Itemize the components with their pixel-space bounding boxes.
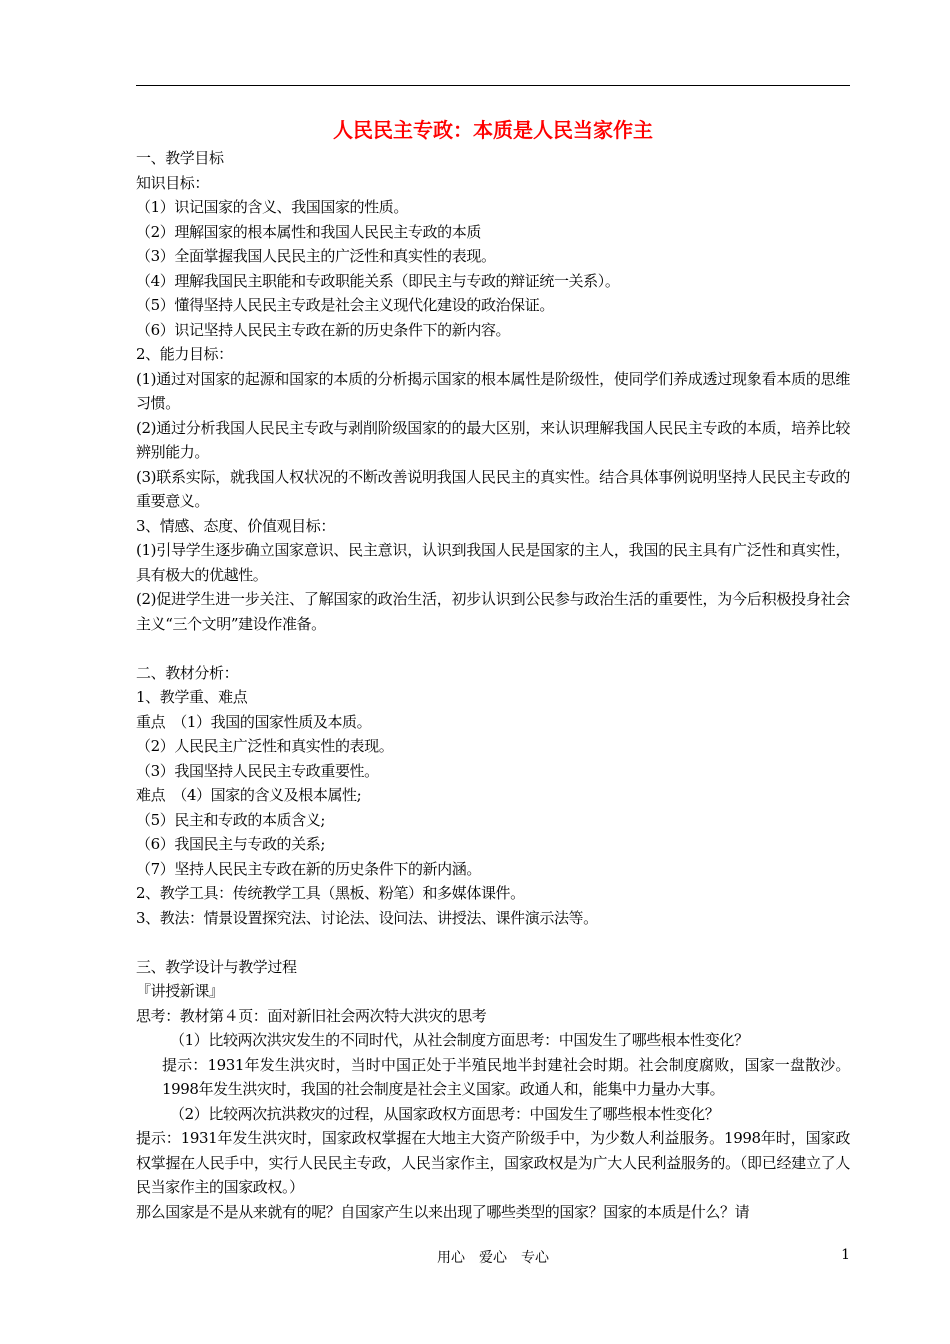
header-rule (136, 85, 850, 86)
subheading: 1、教学重、难点 (136, 688, 248, 706)
paragraph: (2)促进学生进一步关注、了解国家的政治生活，初步认识到公民参与政治生活的重要性，为今后积极投身社会主义“三个文明”建设作准备。 (136, 590, 850, 633)
list-item: （1）识记国家的含义、我国国家的性质。 (136, 198, 408, 216)
document-body (136, 146, 850, 1224)
subheading: 『讲授新课』 (136, 982, 224, 1000)
section-heading: 一、教学目标 (136, 149, 224, 167)
paragraph: (3)联系实际，就我国人权状况的不断改善说明我国人民民主的真实性。结合具体事例说明坚持人民民主专政的重要意义。 (136, 467, 850, 510)
spacer (136, 930, 850, 955)
list-item: 重点 （1）我国的国家性质及本质。 (136, 712, 372, 731)
subheading: 知识目标： (136, 173, 210, 192)
paragraph: 那么国家是不是从来就有的呢？自国家产生以来出现了哪些类型的国家？国家的本质是什么？请 (136, 1202, 750, 1221)
list-item: 2、教学工具：传统教学工具（黑板、粉笔）和多媒体课件。 (136, 884, 525, 902)
list-item: （7）坚持人民民主专政在新的历史条件下的新内涵。 (136, 859, 481, 878)
paragraph: 提示：1931年发生洪灾时，国家政权掌握在大地主大资产阶级手中，为少数人利益服务。1998年时，国家政权掌握在人民手中，实行人民民主专政，人民当家作主，国家政权是为广大人民利益服务的。（即已经建立了人民当家作主的国家政权。） (136, 1129, 850, 1196)
paragraph: （2）比较两次抗洪救灾的过程，从国家政权方面思考：中国发生了哪些根本性变化？ (170, 1104, 720, 1123)
list-item: （5）民主和专政的本质含义; (136, 810, 325, 829)
list-item: （3）我国坚持人民民主专政重要性。 (136, 761, 379, 780)
section-heading: 三、教学设计与教学过程 (136, 957, 297, 976)
list-item: （4）理解我国民主职能和专政职能关系（即民主与专政的辩证统一关系）。 (136, 271, 620, 290)
list-item: （2）理解国家的根本属性和我国人民民主专政的本质 (136, 222, 481, 241)
subheading: 3、情感、态度、价值观目标： (136, 516, 335, 535)
list-item: （5）懂得坚持人民民主专政是社会主义现代化建设的政治保证。 (136, 296, 554, 314)
page-number: 1 (841, 1247, 850, 1263)
list-item: 难点 （4）国家的含义及根本属性; (136, 786, 362, 804)
paragraph: 提示：1931年发生洪灾时，当时中国正处于半殖民地半封建社会时期。社会制度腐败，国家一盘散沙。1998年发生洪灾时，我国的社会制度是社会主义国家。政通人和，能集中力量办大事。 (162, 1055, 850, 1098)
list-item: （3）全面掌握我国人民民主的广泛性和真实性的表现。 (136, 247, 496, 265)
paragraph: (1)通过对国家的起源和国家的本质的分析揭示国家的根本属性是阶级性，使同学们养成透过现象看本质的思维习惯。 (136, 369, 850, 412)
spacer (136, 636, 850, 661)
list-item: （6）识记坚持人民民主专政在新的历史条件下的新内容。 (136, 320, 511, 339)
page-title: 人民民主专政：本质是人民当家作主 (333, 118, 653, 142)
paragraph: (2)通过分析我国人民民主专政与剥削阶级国家的的最大区别，来认识理解我国人民民主专政的本质，培养比较辨别能力。 (136, 418, 850, 461)
paragraph: (1)引导学生逐步确立国家意识、民主意识，认识到我国人民是国家的主人，我国的民主具有广泛性和真实性，具有极大的优越性。 (136, 541, 850, 584)
paragraph: 思考：教材第４页：面对新旧社会两次特大洪灾的思考 (136, 1006, 487, 1025)
footer-motto: 用心 爱心 专心 (437, 1250, 549, 1266)
paragraph: （1）比较两次洪灾发生的不同时代，从社会制度方面思考：中国发生了哪些根本性变化？ (170, 1031, 749, 1049)
subheading: 2、能力目标： (136, 345, 233, 363)
list-item: （2）人民民主广泛性和真实性的表现。 (136, 737, 394, 755)
list-item: 3、教法：情景设置探究法、讨论法、设问法、讲授法、课件演示法等。 (136, 908, 598, 927)
section-heading: 二、教材分析： (136, 663, 239, 682)
list-item: （6）我国民主与专政的关系; (136, 835, 325, 853)
